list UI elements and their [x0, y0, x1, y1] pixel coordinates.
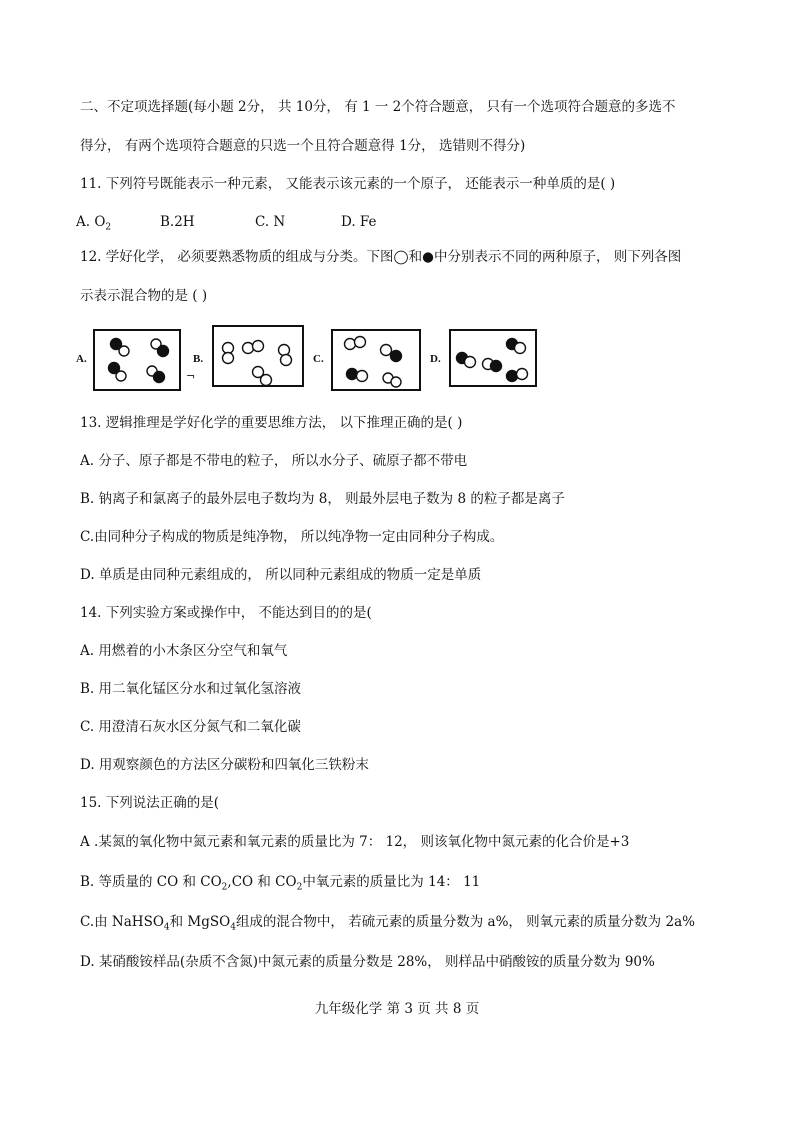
q13-option-b: B. 钠离子和氯离子的最外层电子数均为 8， 则最外层电子数为 8 的粒子都是离子 [80, 491, 565, 507]
q12-stem-line2: 示表示混合物的是 ( ) [80, 288, 208, 304]
diagram-box-a [94, 330, 180, 390]
q13-stem: 13. 逻辑推理是学好化学的重要思维方法， 以下推理正确的是( ) [80, 415, 463, 431]
atom-open [243, 343, 254, 354]
atom-filled [507, 371, 518, 382]
atom-open [119, 346, 129, 356]
q15-option-b [80, 872, 480, 898]
q11-option-a-text: A. O [76, 214, 106, 230]
atom-filled [154, 372, 165, 383]
atom-open [381, 345, 392, 356]
section-heading-line2: 得分， 有两个选项符合题意的只选一个且符合题意得 1分， 选错则不得分) [80, 138, 526, 154]
q14-stem: 14. 下列实验方案或操作中， 不能达到目的的是( [80, 605, 372, 621]
q15-b-part3: 中氧元素的质量比为 14： 11 [302, 874, 481, 890]
q15-b-part1: B. 等质量的 CO 和 CO [80, 874, 222, 890]
q11-option-c: C. N [255, 214, 286, 230]
atom-open [345, 339, 356, 350]
atom-open [279, 345, 290, 356]
atom-open [261, 375, 272, 386]
q11-stem: 11. 下列符号既能表示一种元素， 又能表示该元素的一个原子， 还能表示一种单质的是( ) [80, 176, 616, 192]
diagram-label-d: D. [430, 353, 441, 365]
atom-open [465, 357, 476, 368]
atom-open [357, 371, 368, 382]
q13-option-d: D. 单质是由同种元素组成的， 所以同种元素组成的物质一定是单质 [80, 567, 482, 583]
q14-option-a: A. 用燃着的小木条区分空气和氧气 [80, 643, 288, 659]
atom-open [355, 337, 366, 348]
atom-filled [347, 369, 358, 380]
page-footer: 九年级化学 第 3 页 共 8 页 [314, 1001, 480, 1017]
atom-filled [491, 361, 502, 372]
atom-open [253, 341, 264, 352]
q15-c-part1: C.由 NaHSO [80, 914, 164, 930]
q13-option-a: A. 分子、原子都是不带电的粒子， 所以水分子、硫原子都不带电 [80, 453, 468, 469]
q11-option-a-sub: 2 [105, 222, 112, 233]
q11-option-d: D. Fe [341, 214, 377, 230]
q15-b-sub2: 2 [296, 882, 303, 893]
q15-c-sub1: 4 [163, 922, 170, 933]
atom-open [223, 353, 234, 364]
q15-c-part2: 和 MgSO [169, 914, 231, 930]
q12-stem-line1: 12. 学好化学， 必须要熟悉物质的组成与分类。下图◯和●中分别表示不同的两种原子， 则下列各图 [80, 249, 682, 265]
q15-b-part2: ,CO 和 CO [227, 874, 297, 890]
q15-stem: 15. 下列说法正确的是( [80, 795, 220, 811]
section-heading-line1: 二、不定项选择题(每小题 2分， 共 10分， 有 1 一 2个符合题意， 只有一个选项符合题意的多选不 [80, 99, 676, 115]
atom-filled [158, 346, 169, 357]
q15-c-part3: 组成的混合物中， 若硫元素的质量分数为 a%， 则氧元素的质量分数为 2a% [235, 914, 695, 930]
q14-option-d: D. 用观察颜色的方法区分碳粉和四氧化三铁粉末 [80, 757, 369, 773]
atom-open [281, 355, 292, 366]
atom-filled [391, 351, 402, 362]
diagram-box-c [332, 330, 420, 390]
atom-open [116, 371, 126, 381]
atom-open [517, 369, 528, 380]
q13-option-c: C.由同种分子构成的物质是纯净物， 所以纯净物一定由同种分子构成。 [80, 529, 504, 545]
diagram-label-a: A. [76, 353, 87, 365]
diagram-mark: ¬ [186, 370, 196, 383]
atom-open [515, 343, 526, 354]
atom-open [391, 377, 401, 387]
q11-option-b: B.2H [160, 214, 195, 230]
diagram-label-b: B. [193, 353, 204, 365]
q14-option-c: C. 用澄清石灰水区分氮气和二氧化碳 [80, 719, 301, 735]
q15-c-sub2: 4 [230, 922, 236, 933]
q15-option-d: D. 某硝酸铵样品(杂质不含氮)中氮元素的质量分数是 28%， 则样品中硝酸铵的质量分数为 90% [80, 954, 655, 970]
diagram-label-c: C. [313, 353, 324, 365]
q15-b-sub1: 2 [221, 882, 228, 893]
q15-option-c [80, 912, 695, 938]
q11-option-a [76, 212, 111, 238]
q12-molecule-diagram [70, 322, 550, 396]
q15-option-a: A .某氮的氧化物中氮元素和氧元素的质量比为 7： 12， 则该氧化物中氮元素的化合价是+3 [80, 834, 630, 850]
q14-option-b: B. 用二氧化锰区分水和过氧化氢溶液 [80, 681, 302, 697]
